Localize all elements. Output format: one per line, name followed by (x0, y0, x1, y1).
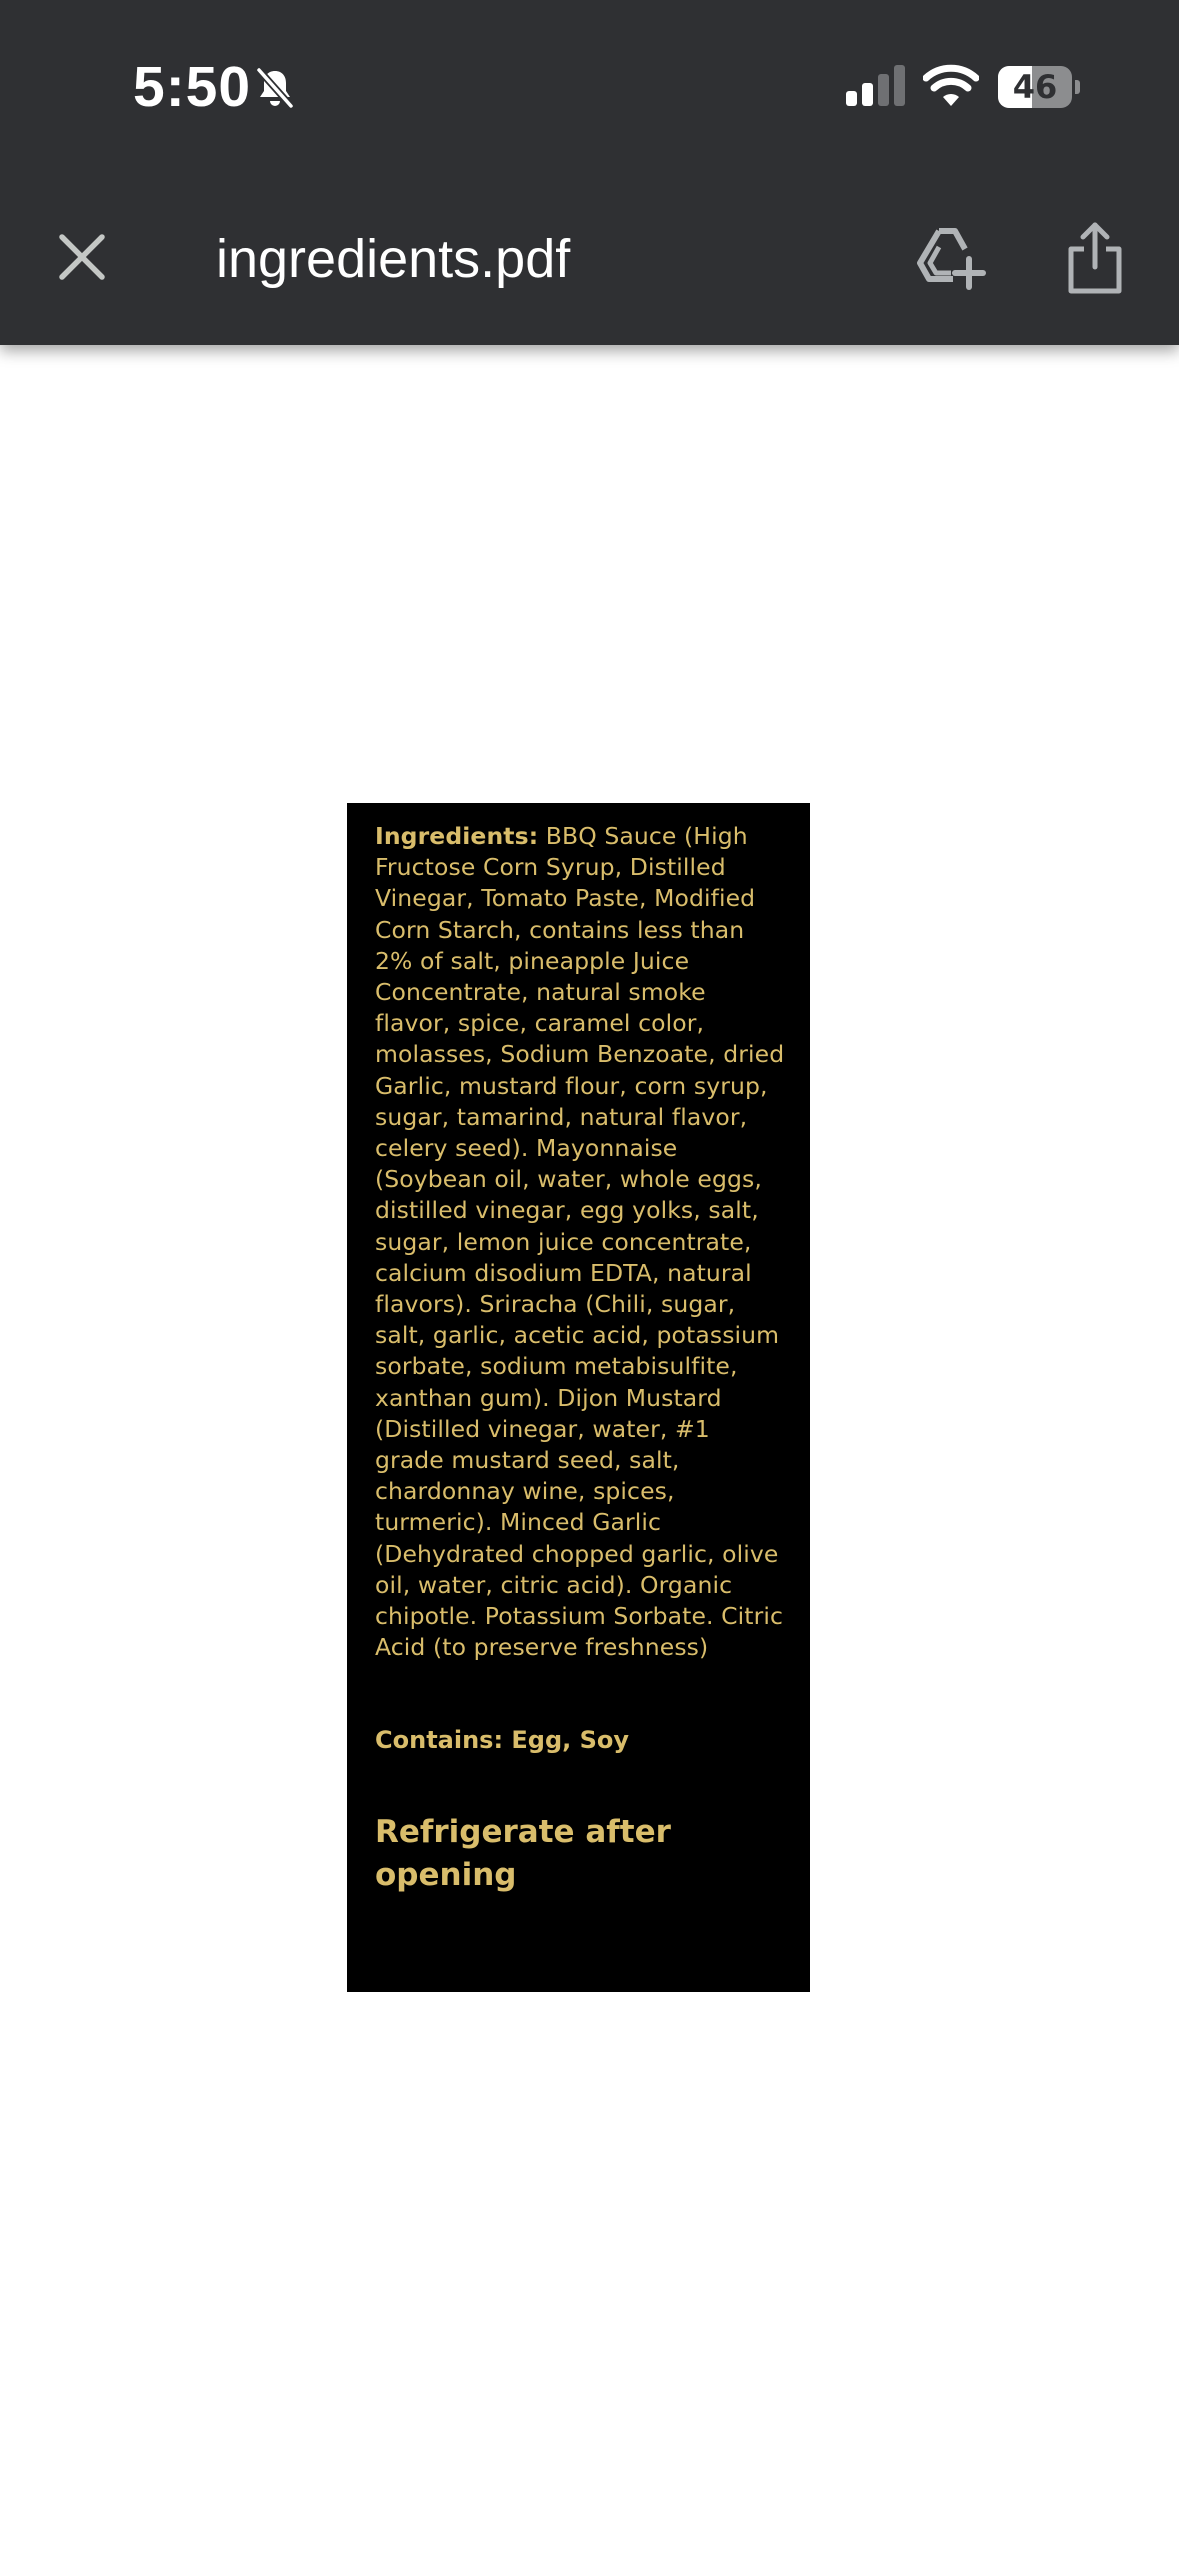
close-button[interactable] (52, 227, 112, 287)
status-time: 5:50 (133, 55, 252, 119)
storage-instruction: Refrigerate after opening (375, 1814, 671, 1894)
ingredients-paragraph (375, 821, 786, 1663)
allergen-statement: Contains: Egg, Soy (375, 1726, 630, 1755)
top-toolbar (0, 0, 1179, 345)
wifi-icon (923, 62, 979, 108)
share-icon[interactable] (1065, 221, 1125, 295)
document-title: ingredients.pdf (216, 229, 571, 289)
ingredients-text: BBQ Sauce (High Fructose Corn Syrup, Distilled Vinegar, Tomato Paste, Modified Corn Starch, contains less than 2% of salt, pineapple Juice Concentrate, natural smoke flavor, spice, caramel color, molasses, Sodium Benzoate, dried Garlic, mustard flour, corn syrup, sugar, tamarind, natural flavor, celery seed). Mayonnaise (Soybean oil, water, whole eggs, distilled vinegar, egg yolks, salt, sugar, lemon juice concentrate, calcium disodium EDTA, natural flavors). Sriracha (Chili, sugar, salt, garlic, acetic acid, potassium sorbate, sodium metabisulfite, xanthan gum). Dijon Mustard (Distilled vinegar, water, #1 grade mustard seed, salt, chardonnay wine, spices, turmeric). Minced Garlic (Dehydrated chopped garlic, olive oil, water, citric acid). Organic chipotle. Potassium Sorbate. Citric Acid (to preserve freshness) (375, 822, 785, 1662)
pdf-page (347, 803, 810, 1992)
add-to-drive-icon[interactable] (915, 225, 987, 291)
ingredients-heading: Ingredients: (375, 822, 539, 850)
battery-icon (998, 66, 1078, 108)
battery-level: 46 (1012, 68, 1058, 106)
bell-slash-icon (252, 65, 298, 111)
cellular-signal-icon (845, 62, 905, 108)
